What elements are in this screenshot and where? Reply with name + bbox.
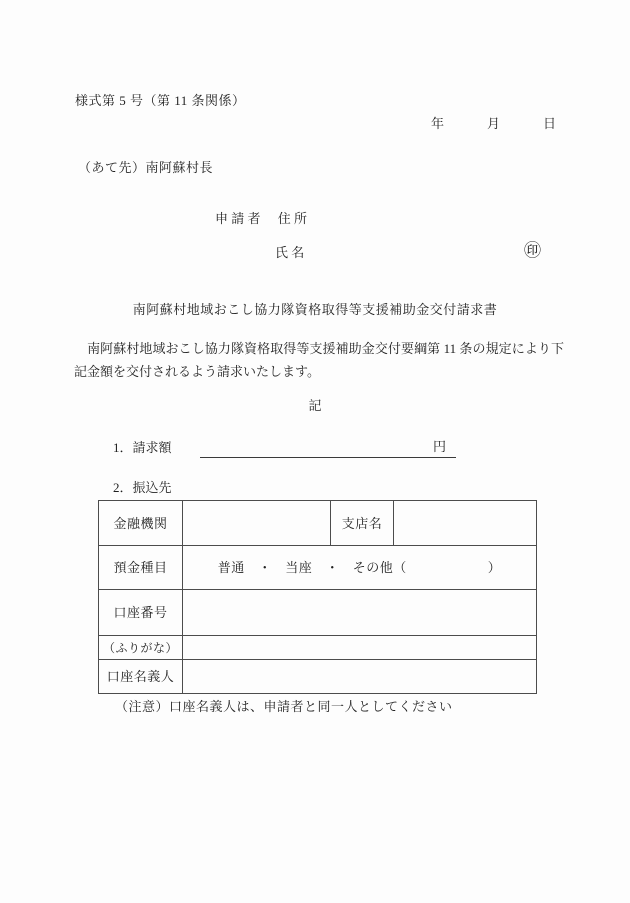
record-heading: 記 (308, 398, 322, 413)
applicant-label: 申 請 者 (215, 211, 261, 226)
table-row-account-number (99, 590, 537, 636)
date-line: 年 月 日 (430, 116, 557, 131)
account-holder-field[interactable] (183, 660, 537, 694)
account-holder-label: 口座名義人 (99, 660, 183, 694)
applicant-name-row (275, 246, 304, 259)
note-line: （注意）口座名義人は、申請者と同一人としてください (115, 699, 453, 714)
deposit-type-options[interactable]: 普通 ・ 当座 ・ その他（ ） (183, 546, 537, 590)
addressee: （あて先）南阿蘇村長 (78, 160, 214, 175)
account-number-field[interactable] (183, 590, 537, 636)
branch-name-label: 支店名 (331, 501, 394, 546)
furigana-label: （ふりがな） (99, 636, 183, 660)
table-row-account-holder (99, 660, 537, 694)
financial-institution-label: 金融機関 (99, 501, 183, 546)
applicant-address-row (215, 212, 307, 225)
deposit-type-label: 預金種目 (99, 546, 183, 590)
bank-account-table (98, 500, 537, 694)
form-number: 様式第 5 号（第 11 条関係） (75, 93, 246, 108)
claim-amount-row (0, 441, 630, 461)
account-number-label: 口座番号 (99, 590, 183, 636)
seal-mark-icon: ㊞ (524, 241, 541, 260)
claim-amount-field[interactable] (200, 440, 456, 458)
transfer-account-label: 2．振込先 (113, 480, 172, 495)
name-label: 氏 名 (275, 245, 305, 260)
financial-institution-field[interactable] (183, 501, 331, 546)
claim-amount-label: 1．請求額 (113, 440, 172, 455)
table-row-deposit-type (99, 546, 537, 590)
branch-name-field[interactable] (394, 501, 537, 546)
table-row-institution (99, 501, 537, 546)
body-paragraph: 南阿蘇村地域おこし協力隊資格取得等支援補助金交付要綱第 11 条の規定により下記金額を交付されるよう請求いたします。 (74, 341, 564, 379)
yen-unit-label: 円 (432, 439, 446, 454)
address-label: 住 所 (277, 211, 308, 226)
furigana-field[interactable] (183, 636, 537, 660)
table-row-furigana (99, 636, 537, 660)
document-title: 南阿蘇村地域おこし協力隊資格取得等支援補助金交付請求書 (132, 302, 498, 317)
